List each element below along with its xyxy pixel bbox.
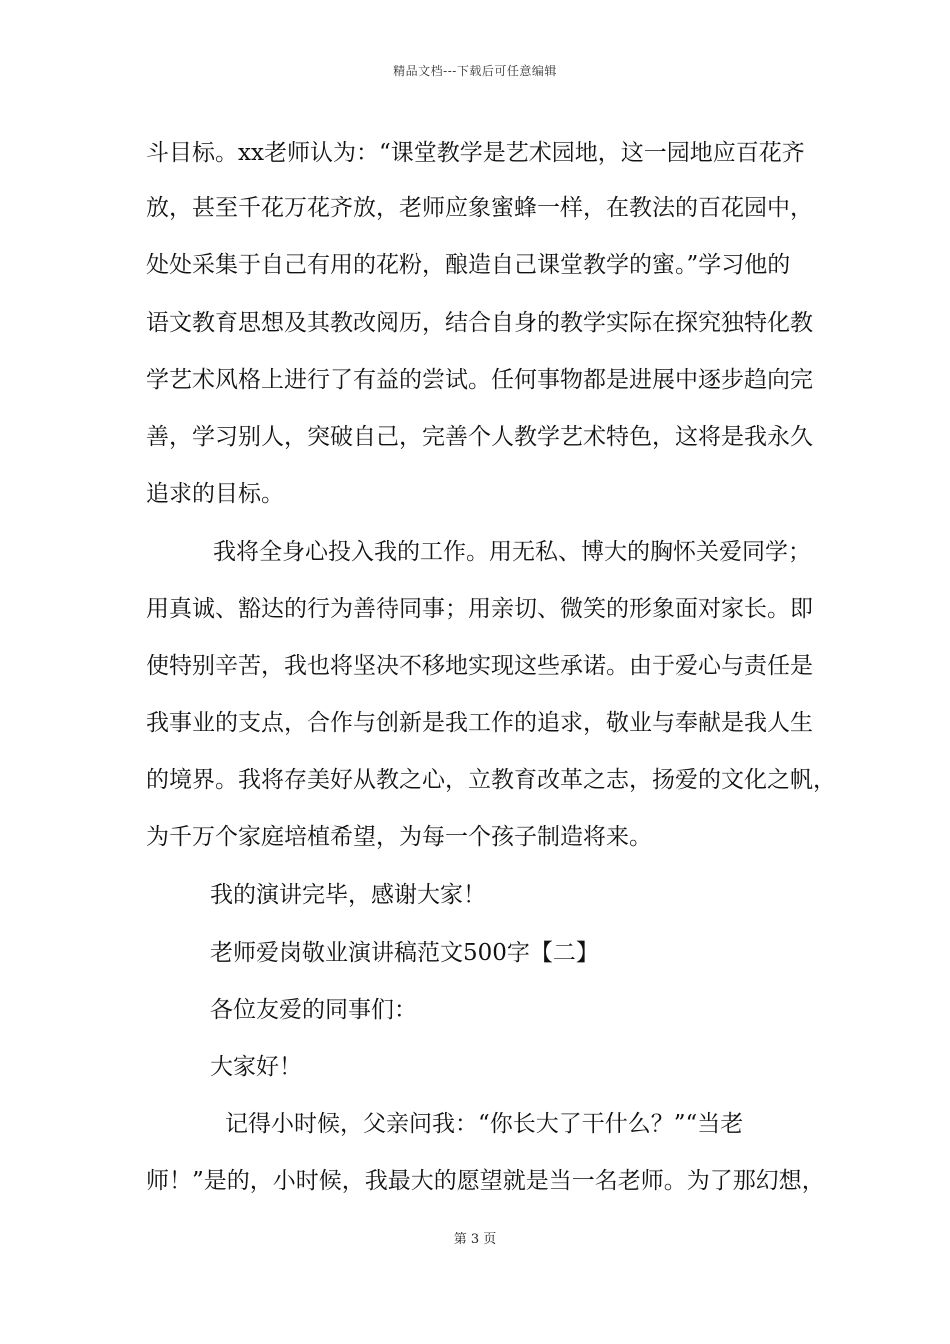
body-line: 学艺术风格上进行了有益的尝试。任何事物都是进展中逐步趋向完 <box>146 367 813 393</box>
page-header: 精品文档---下载后可任意编辑 <box>393 64 557 78</box>
body-line: 为千万个家庭培植希望，为每一个孩子制造将来。 <box>146 824 652 850</box>
body-line: 处处采集于自己有用的花粉，酿造自己课堂教学的蜜。”学习他的 <box>146 252 791 278</box>
body-line: 师！”是的，小时候，我最大的愿望就是当一名老师。为了那幻想， <box>146 1168 825 1194</box>
salutation: 各位友爱的同事们： <box>210 997 417 1023</box>
body-line: 斗目标。xx老师认为：“课堂教学是艺术园地，这一园地应百花齐 <box>146 140 805 166</box>
page-number: 第 3 页 <box>453 1232 497 1247</box>
body-line: 我将全身心投入我的工作。用无私、博大的胸怀关爱同学； <box>213 539 811 565</box>
body-line: 追求的目标。 <box>146 481 284 507</box>
greeting: 大家好！ <box>210 1054 302 1080</box>
section-title: 老师爱岗敬业演讲稿范文500字【二】 <box>210 940 599 966</box>
body-line: 善，学习别人，突破自己，完善个人教学艺术特色，这将是我永久 <box>146 424 813 450</box>
body-line: 语文教育思想及其教改阅历，结合自身的教学实际在探究独特化教 <box>146 310 813 336</box>
body-line: 放，甚至千花万花齐放，老师应象蜜蜂一样，在教法的百花园中， <box>146 195 813 221</box>
closing-line: 我的演讲完毕，感谢大家！ <box>210 882 486 908</box>
body-line: 记得小时候，父亲问我：“你长大了干什么？”“当老 <box>225 1111 744 1137</box>
body-line: 我事业的支点，合作与创新是我工作的追求，敬业与奉献是我人生 <box>146 710 813 736</box>
body-line: 的境界。我将存美好从教之心，立教育改革之志，扬爱的文化之帆， <box>146 767 836 793</box>
body-line: 用真诚、豁达的行为善待同事；用亲切、微笑的形象面对家长。即 <box>146 596 813 622</box>
body-line: 使特别辛苦，我也将坚决不移地实现这些承诺。由于爱心与责任是 <box>146 653 813 679</box>
